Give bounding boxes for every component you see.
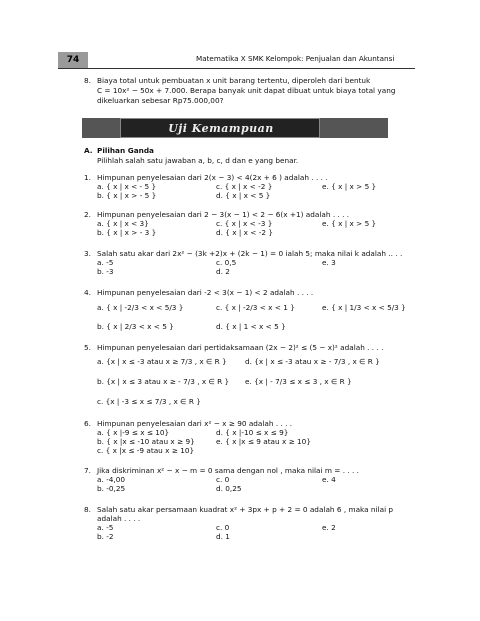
intro-line-1: Biaya total untuk pembuatan x unit barang tertentu, diperoleh dari bentuk bbox=[97, 76, 371, 85]
question-text: Himpunan penyelesaian dari pertidaksamaan (2x − 2)² ≤ (5 − x)² adalah . . . . bbox=[97, 343, 384, 352]
option-c: c. { x | x < -3 } bbox=[216, 219, 273, 228]
section-instruction: Pilihlah salah satu jawaban a, b, c, d dan e yang benar. bbox=[97, 156, 299, 165]
option-b: b. { x | x > - 3 } bbox=[97, 228, 157, 237]
option-b: b. -3 bbox=[97, 267, 114, 276]
question-text-cont: adalah . . . . bbox=[97, 514, 141, 523]
question-number: 1. bbox=[84, 173, 91, 182]
option-e: e. 2 bbox=[322, 523, 336, 532]
option-a: a. { x |-9 ≤ x ≤ 10} bbox=[97, 428, 170, 437]
option-c: c. 0 bbox=[216, 523, 230, 532]
option-c: c. {x | -3 ≤ x ≤ 7/3 , x ∈ R } bbox=[97, 397, 201, 406]
option-d: d. 2 bbox=[216, 267, 230, 276]
option-d: d. 1 bbox=[216, 532, 230, 541]
option-e: e. { x | x > 5 } bbox=[322, 219, 377, 228]
option-a: a. -5 bbox=[97, 258, 114, 267]
option-d: d. { x | x < 5 } bbox=[216, 191, 271, 200]
option-e: e. 4 bbox=[322, 475, 336, 484]
option-d: d. { x | x < -2 } bbox=[216, 228, 273, 237]
option-a: a. -4,00 bbox=[97, 475, 125, 484]
question-number: 2. bbox=[84, 210, 91, 219]
option-d: d. {x | x ≤ -3 atau x ≥ - 7/3 , x ∈ R } bbox=[245, 357, 380, 366]
option-e: e. { x | 1/3 < x < 5/3 } bbox=[322, 303, 406, 312]
question-text: Himpunan penyelesaian dari 2(x − 3) < 4(2x + 6 ) adalah . . . . bbox=[97, 173, 328, 182]
option-c: c. 0 bbox=[216, 475, 230, 484]
option-a: a. { x | x < 3} bbox=[97, 219, 149, 228]
option-c: c. { x |x ≤ -9 atau x ≥ 10} bbox=[97, 446, 195, 455]
option-e: e. {x | - 7/3 ≤ x ≤ 3 , x ∈ R } bbox=[245, 377, 352, 386]
option-a: a. {x | x ≤ -3 atau x ≥ 7/3 , x ∈ R } bbox=[97, 357, 227, 366]
intro-line-2: C = 10x² − 50x + 7.000. Berapa banyak unit dapat dibuat untuk biaya total yang bbox=[97, 86, 396, 95]
question-text: Salah satu akar persamaan kuadrat x² + 3px + p + 2 = 0 adalah 6 , maka nilai p bbox=[97, 505, 394, 514]
question-text: Jika diskriminan x² − x − m = 0 sama dengan nol , maka nilai m = . . . . bbox=[97, 466, 359, 475]
page-number: 74 bbox=[58, 52, 88, 68]
option-b: b. {x | x ≤ 3 atau x ≥ - 7/3 , x ∈ R } bbox=[97, 377, 230, 386]
question-number: 3. bbox=[84, 249, 91, 258]
option-c: c. { x | x < -2 } bbox=[216, 182, 273, 191]
question-number: 5. bbox=[84, 343, 91, 352]
option-a: a. { x | -2/3 < x < 5/3 } bbox=[97, 303, 184, 312]
option-b: b. -0,25 bbox=[97, 484, 126, 493]
section-banner bbox=[82, 118, 388, 138]
option-b: b. { x | x > - 5 } bbox=[97, 191, 157, 200]
section-label: A. bbox=[84, 146, 93, 155]
option-b: b. { x |x ≤ -10 atau x ≥ 9} bbox=[97, 437, 195, 446]
question-text: Himpunan penyelesaian dari 2 − 3(x − 1) < 2 − 6(x +1) adalah . . . . bbox=[97, 210, 350, 219]
section-title: Pilihan Ganda bbox=[97, 146, 154, 155]
question-text: Himpunan penyelesaian dari x² − x ≥ 90 adalah . . . . bbox=[97, 419, 293, 428]
option-e: e. 3 bbox=[322, 258, 336, 267]
option-e: e. { x | x > 5 } bbox=[322, 182, 377, 191]
intro-line-3: dikeluarkan sebesar Rp75.000,00? bbox=[97, 96, 224, 105]
question-number: 6. bbox=[84, 419, 91, 428]
header-rule bbox=[58, 68, 415, 69]
question-text: Himpunan penyelesaian dari -2 < 3(x − 1) < 2 adalah . . . . bbox=[97, 288, 314, 297]
question-text: Salah satu akar dari 2x² − (3k +2)x + (2k − 1) = 0 ialah 5; maka nilai k adalah .. . . bbox=[97, 249, 403, 258]
question-number: 8. bbox=[84, 505, 91, 514]
option-a: a. -5 bbox=[97, 523, 114, 532]
option-c: c. { x | -2/3 < x < 1 } bbox=[216, 303, 295, 312]
option-d: d. { x | 1 < x < 5 } bbox=[216, 322, 286, 331]
question-number: 7. bbox=[84, 466, 91, 475]
option-d: d. { x |-10 ≤ x ≤ 9} bbox=[216, 428, 289, 437]
option-b: b. -2 bbox=[97, 532, 114, 541]
running-header: Matematika X SMK Kelompok: Penjualan dan Akuntansi bbox=[196, 54, 395, 63]
intro-number: 8. bbox=[84, 76, 91, 85]
option-b: b. { x | 2/3 < x < 5 } bbox=[97, 322, 174, 331]
question-number: 4. bbox=[84, 288, 91, 297]
option-d: d. 0,25 bbox=[216, 484, 242, 493]
banner-title: Uji Kemampuan bbox=[168, 122, 274, 135]
option-e: e. { x |x ≤ 9 atau x ≥ 10} bbox=[216, 437, 311, 446]
option-a: a. { x | x < - 5 } bbox=[97, 182, 157, 191]
option-c: c. 0,5 bbox=[216, 258, 237, 267]
